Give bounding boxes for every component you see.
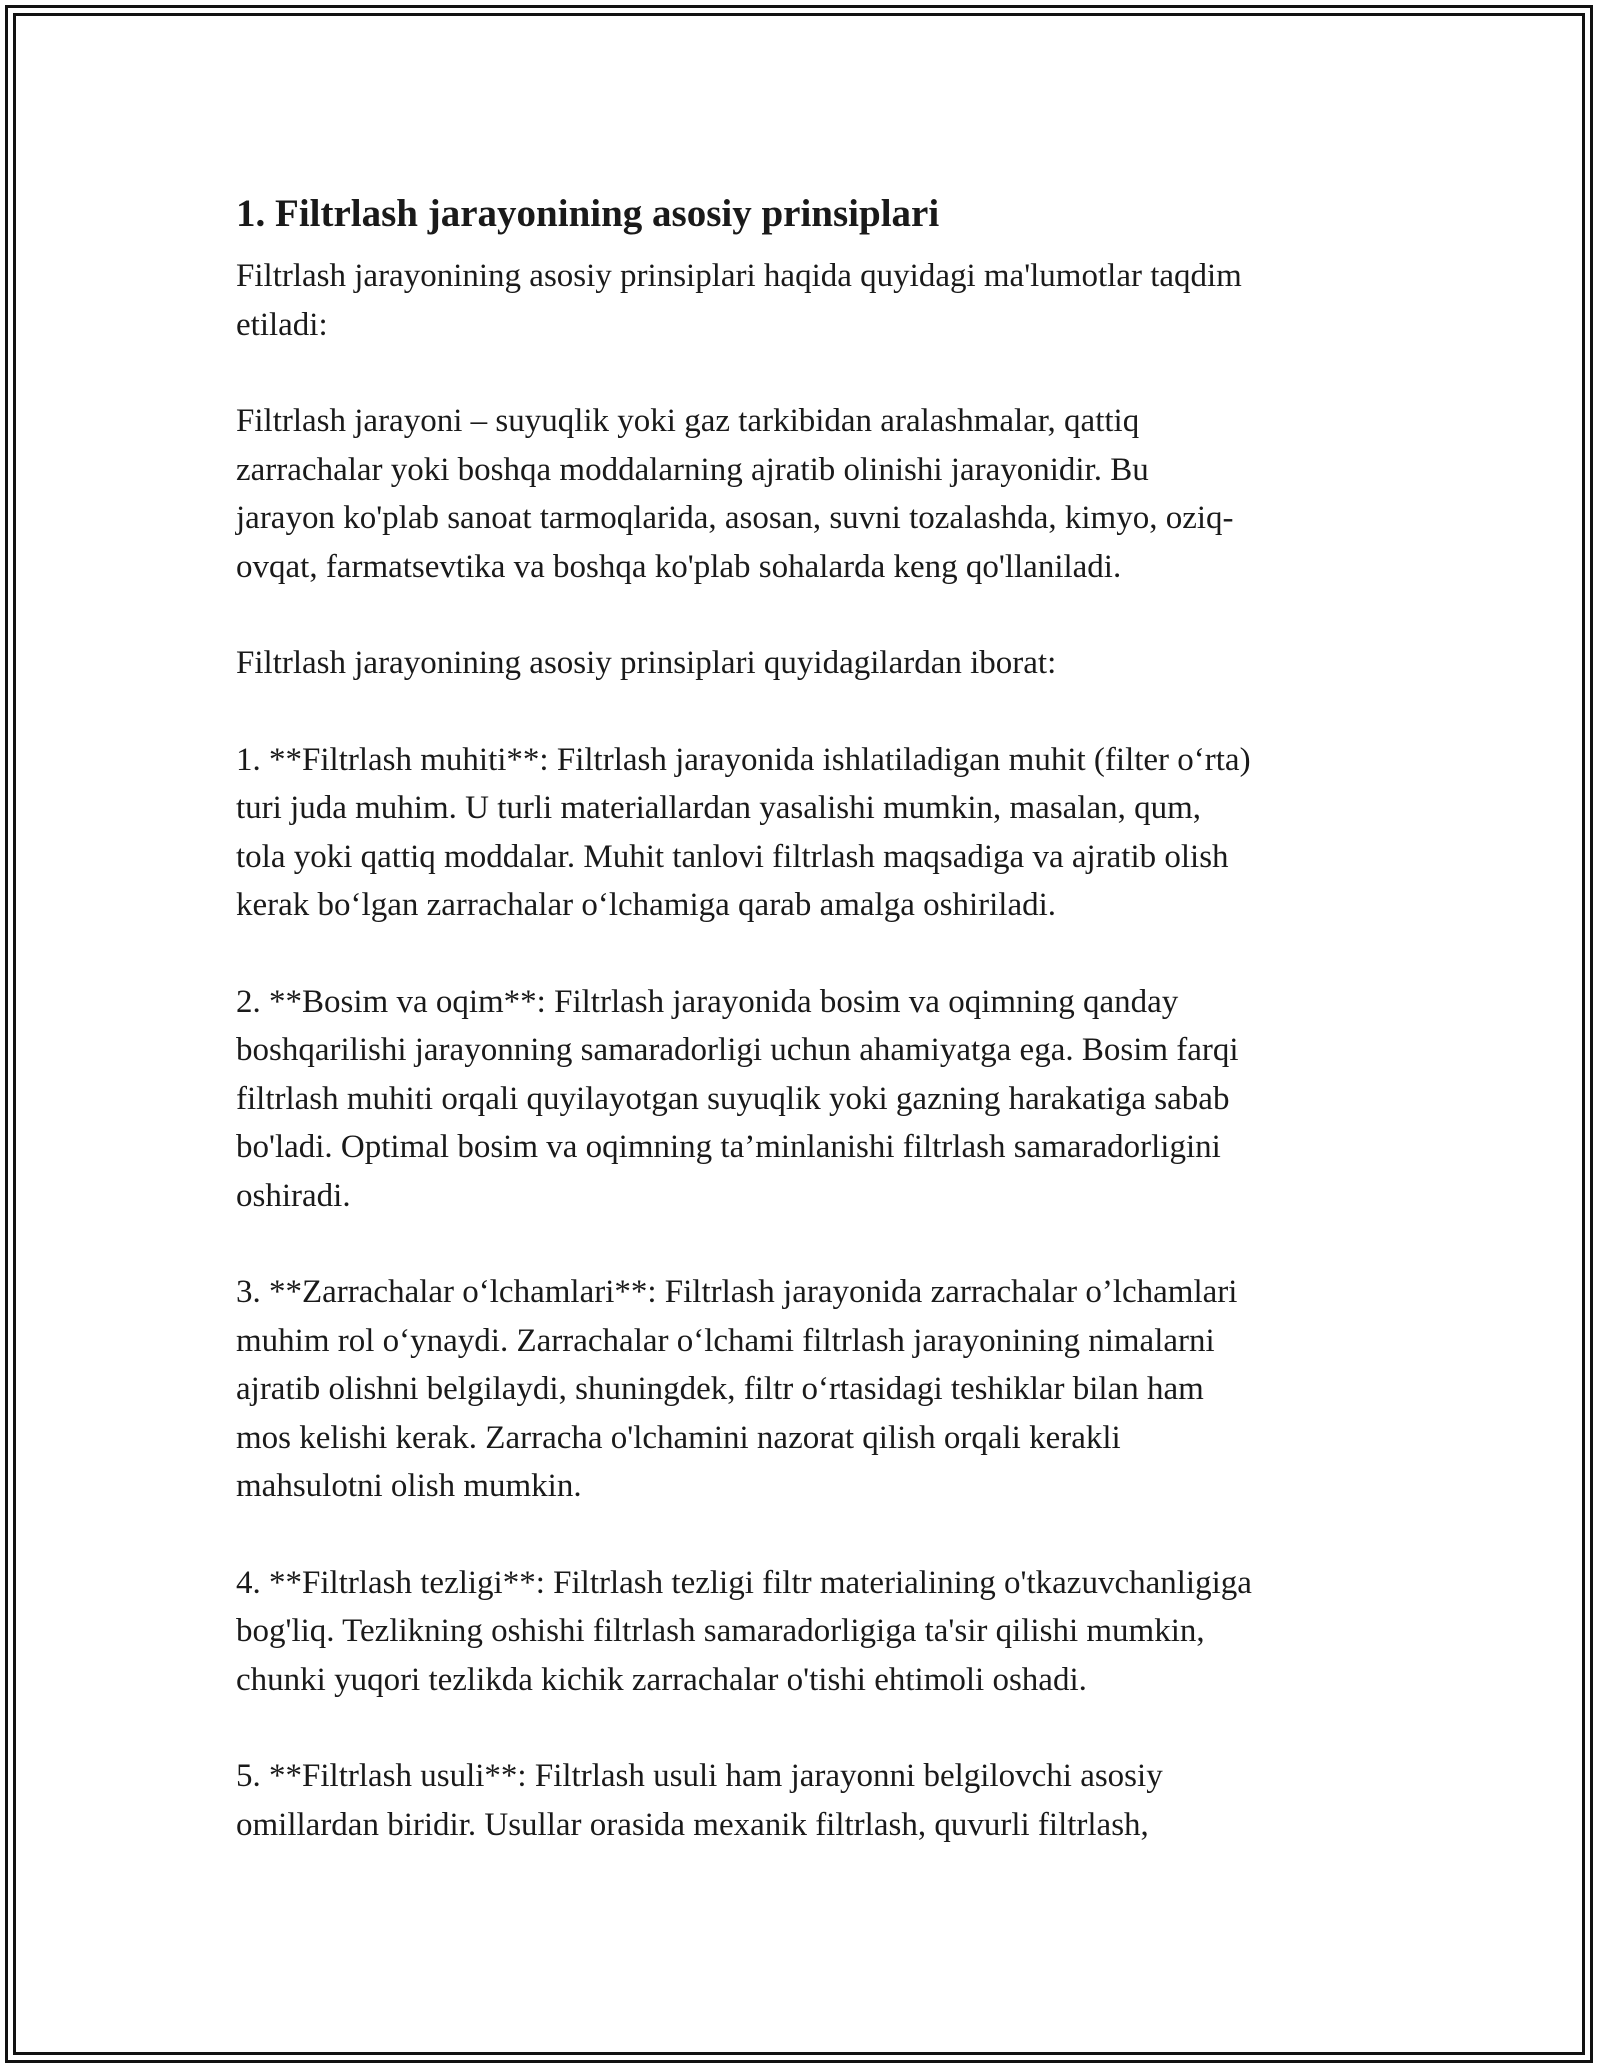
paragraph-principle-5: 5. **Filtrlash usuli**: Filtrlash usuli ham jarayonni belgilovchi asosiy omillardan biridir. Usullar orasida mexanik filtrlash, quvurli filtrlash, xyxy=(236,1758,1163,1843)
paragraph-intro: Filtrlash jarayonining asosiy prinsiplari haqida quyidagi ma'lumotlar taqdim etiladi: xyxy=(236,258,1242,343)
paragraph-principle-2: 2. **Bosim va oqim**: Filtrlash jarayonida bosim va oqimning qanday boshqarilishi jarayonning samaradorligi uchun ahamiyatga ega. Bosim farqi filtrlash muhiti orqali quyilayotgan suyuqlik yoki gazning harakatiga sabab bo'ladi. Optimal bosim va oqimning ta’minlanishi filtrlash samaradorligini oshiradi. xyxy=(236,983,1239,1214)
paragraph-principle-1: 1. **Filtrlash muhiti**: Filtrlash jarayonida ishlatiladigan muhit (filter oʻrta) turi juda muhim. U turli materiallardan yasalishi mumkin, masalan, qum, tola yoki qattiq moddalar. Muhit tanlovi filtrlash maqsadiga va ajratib olish kerak boʻlgan zarrachalar oʻlchamiga qarab amalga oshiriladi. xyxy=(236,741,1251,923)
paragraph-principles-lead: Filtrlash jarayonining asosiy prinsiplari quyidagilardan iborat: xyxy=(236,645,1057,681)
paragraph-principle-4: 4. **Filtrlash tezligi**: Filtrlash tezligi filtr materialining o'tkazuvchanligiga bog'liq. Tezlikning oshishi filtrlash samaradorligiga ta'sir qilishi mumkin, chunki yuqori tezlikda kichik zarrachalar o'tishi ehtimoli oshadi. xyxy=(236,1564,1252,1698)
paragraph-definition: Filtrlash jarayoni – suyuqlik yoki gaz tarkibidan aralashmalar, qattiq zarrachalar yoki boshqa moddalarning ajratib olinishi jarayonidir. Bu jarayon ko'plab sanoat tarmoqlarida, asosan, suvni tozalashda, kimyo, oziq- ovqat, farmatsevtika va boshqa ko'plab sohalarda keng qo'llaniladi. xyxy=(236,403,1234,585)
document-title: 1. Filtrlash jarayonining asosiy prinsiplari xyxy=(236,192,940,235)
paragraph-principle-3: 3. **Zarrachalar oʻlchamlari**: Filtrlash jarayonida zarrachalar o’lchamlari muhim rol oʻynaydi. Zarrachalar oʻlchami filtrlash jarayonining nimalarni ajratib olishni belgilaydi, shuningdek, filtr oʻrtasidagi teshiklar bilan ham mos kelishi kerak. Zarracha o'lchamini nazorat qilish orqali kerakli mahsulotni olish mumkin. xyxy=(236,1274,1238,1504)
document-page xyxy=(236,186,1366,1897)
